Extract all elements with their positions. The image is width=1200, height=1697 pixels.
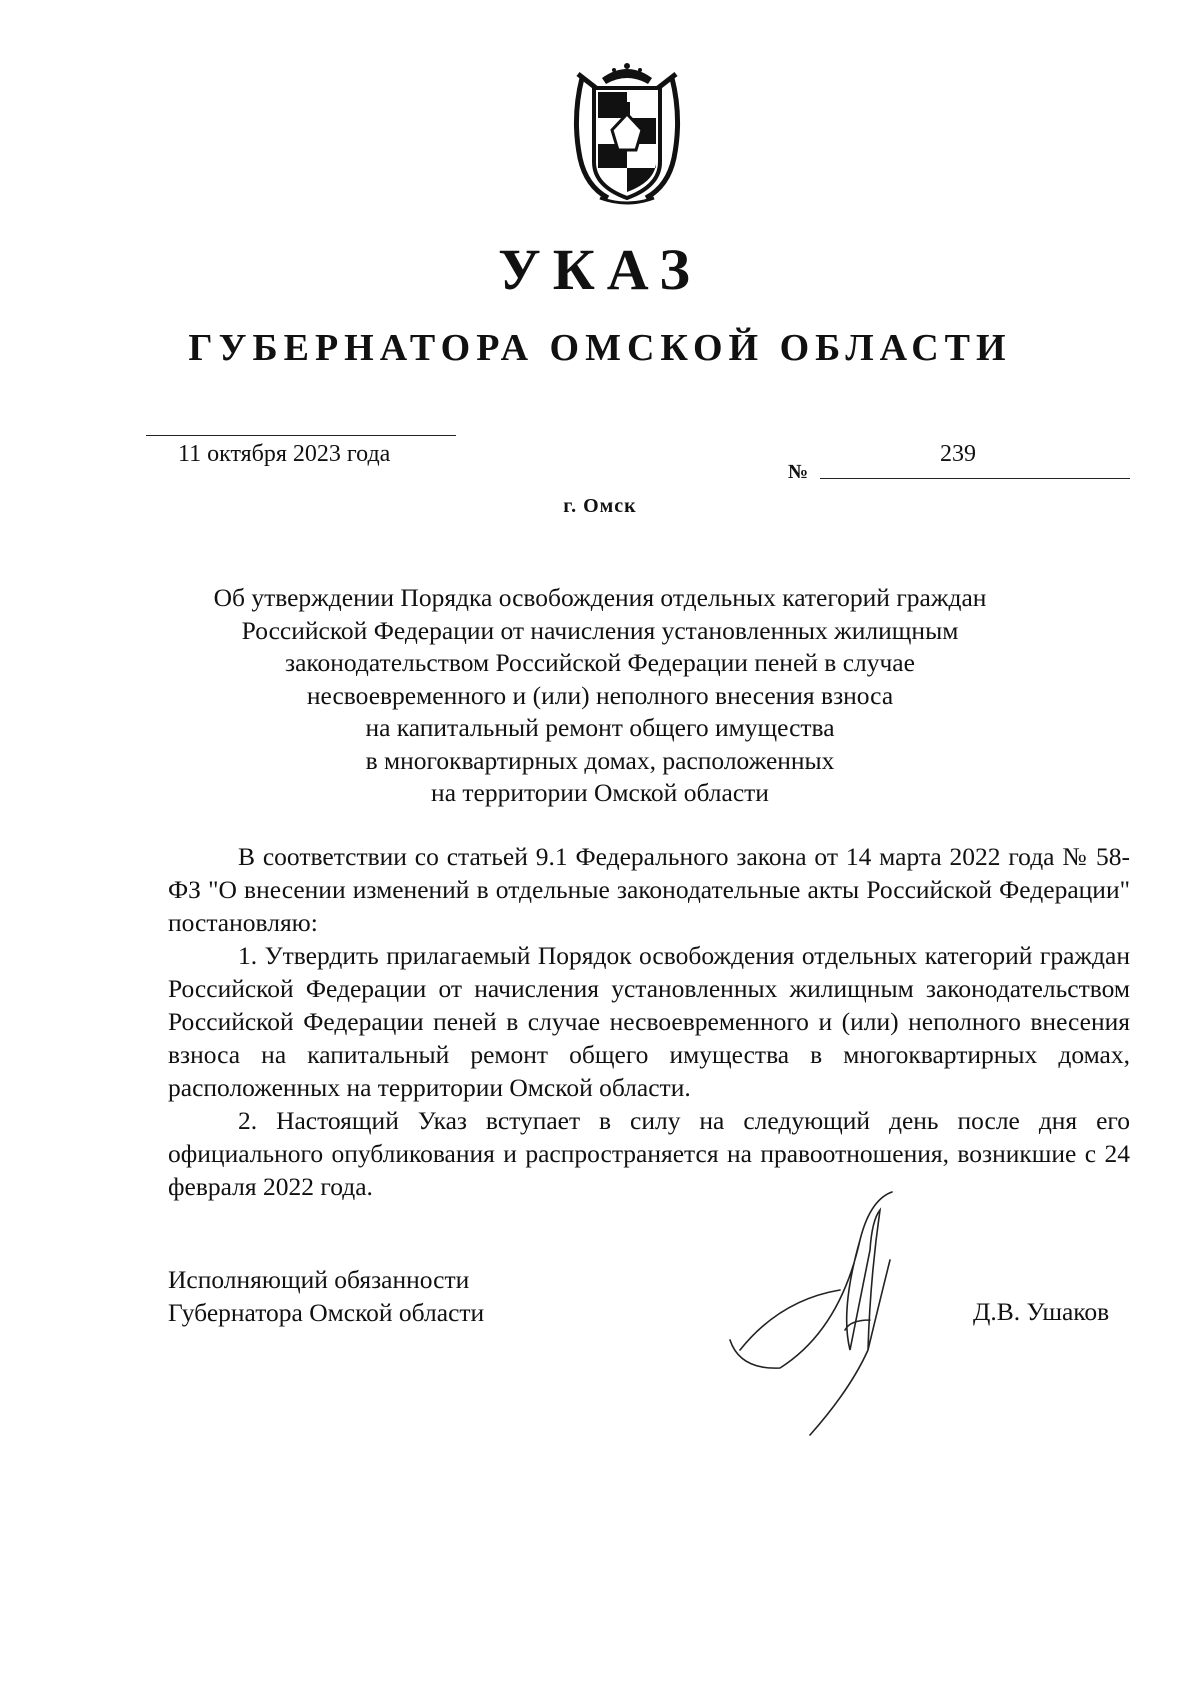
position-line: Губернатора Омской области [168,1298,485,1327]
handwritten-signature [720,1180,980,1440]
number-underline [820,478,1130,479]
decree-subject [160,582,1040,810]
decree-number: 239 [940,441,976,467]
decree-body [168,840,1130,1203]
decree-date: 11 октября 2023 года [178,441,391,467]
omsk-coat-of-arms-icon [568,58,686,208]
number-sign: № [788,461,809,483]
body-paragraph: 2. Настоящий Указ вступает в силу на следующий день после дня его официального опубликования и распространяется на правоотношения, возникшие с 24 февраля 2022 года. [168,1106,1130,1201]
decree-title: УКАЗ [498,237,702,302]
subject-line: на территории Омской области [431,778,769,807]
subject-line: законодательством Российской Федерации пеней в случае [285,648,915,677]
subject-line: в многоквартирных домах, расположенных [365,745,835,775]
subject-line: Об утверждении Порядка освобождения отдельных категорий граждан [213,583,987,612]
city: г. Омск [563,495,637,517]
signatory-name: Д.В. Ушаков [973,1297,1110,1326]
issuer-title: ГУБЕРНАТОРА ОМСКОЙ ОБЛАСТИ [188,327,1012,369]
signatory-position [168,1263,484,1329]
body-paragraph: 1. Утвердить прилагаемый Порядок освобождения отдельных категорий граждан Российской Федерации от начисления установленных жилищным законодательством Российской Федерации пеней в случае несвоевременного и (или) неполного внесения взноса на капитальный ремонт общего имущества в многоквартирных домах, расположенных на территории Омской области. [168,941,1130,1102]
subject-line: на капитальный ремонт общего имущества [365,713,835,742]
subject-line: несвоевременного и (или) неполного внесения взноса [306,680,894,710]
body-paragraph: В соответствии со статьей 9.1 Федерального закона от 14 марта 2022 года № 58-ФЗ "О внесении изменений в отдельные законодательные акты Российской Федерации" постановляю: [168,842,1130,937]
position-line: Исполняющий обязанности [168,1265,470,1294]
subject-line: Российской Федерации от начисления установленных жилищным [241,615,959,645]
date-underline [146,435,456,436]
